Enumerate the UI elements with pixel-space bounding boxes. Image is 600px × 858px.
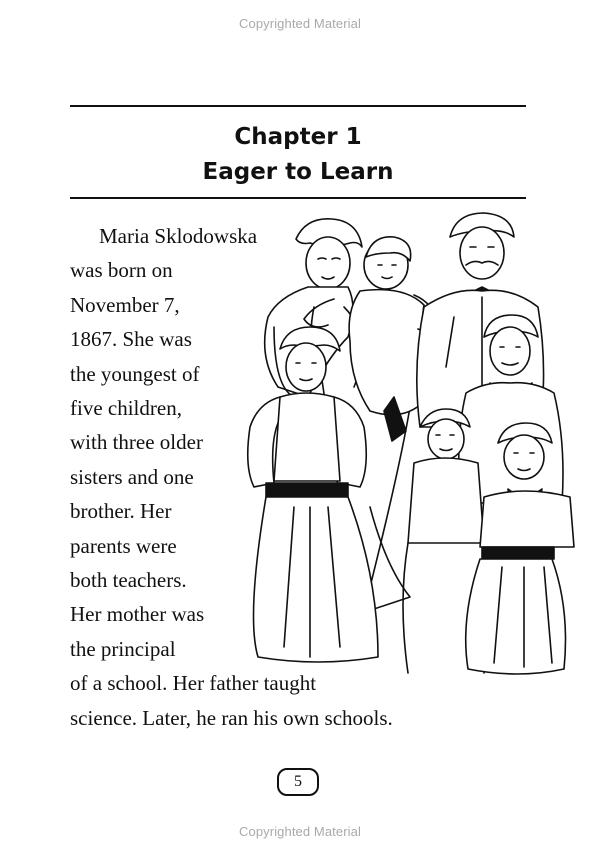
text-line: with three older bbox=[70, 430, 203, 455]
text-line: the principal bbox=[70, 636, 176, 661]
family-portrait-illustration bbox=[244, 207, 578, 677]
heading-rule-top bbox=[70, 105, 526, 107]
chapter-heading bbox=[70, 120, 526, 190]
page-number: 5 bbox=[277, 768, 319, 796]
text-line: parents were bbox=[70, 533, 177, 558]
watermark-bottom: Copyrighted Material bbox=[239, 824, 361, 839]
text-line: both teachers. bbox=[70, 568, 187, 593]
chapter-title: Eager to Learn bbox=[202, 159, 394, 185]
text-line: of a school. Her father taught bbox=[70, 671, 317, 696]
text-line: Maria Sklodowska bbox=[99, 224, 258, 248]
heading-rule-bottom bbox=[70, 197, 526, 199]
text-line: five children, bbox=[70, 396, 182, 421]
chapter-number: Chapter 1 bbox=[234, 124, 362, 150]
watermark-top: Copyrighted Material bbox=[239, 16, 361, 31]
text-line: November 7, bbox=[70, 292, 180, 317]
text-line: was born on bbox=[70, 258, 173, 283]
text-line: sisters and one bbox=[70, 464, 194, 489]
text-line: science. Later, he ran his own schools. bbox=[70, 705, 393, 730]
text-line: the youngest of bbox=[70, 361, 200, 386]
text-line: brother. Her bbox=[70, 499, 172, 524]
text-line: Her mother was bbox=[70, 602, 205, 627]
text-line: 1867. She was bbox=[70, 327, 192, 352]
